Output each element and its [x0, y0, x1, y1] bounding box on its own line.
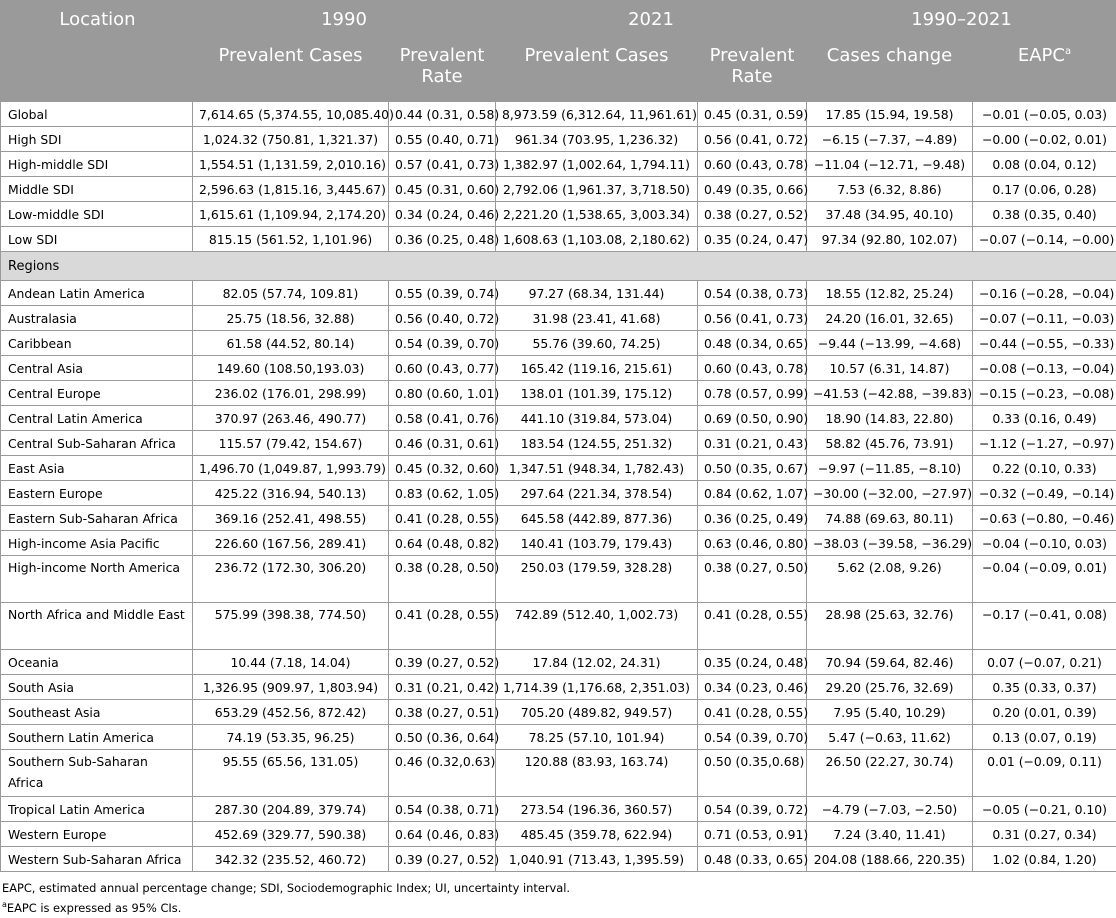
- cases-2021-cell: 273.54 (196.36, 360.57): [496, 797, 698, 822]
- cases-change-cell: 17.85 (15.94, 19.58): [807, 102, 973, 127]
- cases-1990-cell: 74.19 (53.35, 96.25): [193, 725, 389, 750]
- cases-2021-header: Prevalent Cases: [496, 38, 698, 102]
- cases-2021-cell: 1,382.97 (1,002.64, 1,794.11): [496, 152, 698, 177]
- eapc-cell: 1.02 (0.84, 1.20): [973, 847, 1116, 872]
- cases-2021-cell: 138.01 (101.39, 175.12): [496, 381, 698, 406]
- cases-1990-cell: 61.58 (44.52, 80.14): [193, 331, 389, 356]
- table-row: [1, 177, 1116, 202]
- eapc-cell: −0.05 (−0.21, 0.10): [973, 797, 1116, 822]
- location-cell: Eastern Sub-Saharan Africa: [1, 506, 193, 531]
- location-cell: Western Sub-Saharan Africa: [1, 847, 193, 872]
- footnote-eapc: [2, 898, 1114, 918]
- cases-1990-cell: 1,326.95 (909.97, 1,803.94): [193, 675, 389, 700]
- rate-1990-cell: 0.31 (0.21, 0.42): [389, 675, 496, 700]
- cases-change-cell: 70.94 (59.64, 82.46): [807, 650, 973, 675]
- table-row: [1, 556, 1116, 603]
- cases-change-cell: −30.00 (−32.00, −27.97): [807, 481, 973, 506]
- table-row: [1, 822, 1116, 847]
- table-row: [1, 127, 1116, 152]
- location-cell: High SDI: [1, 127, 193, 152]
- rate-1990-cell: 0.54 (0.38, 0.71): [389, 797, 496, 822]
- cases-change-cell: 97.34 (92.80, 102.07): [807, 227, 973, 252]
- table-header: [1, 1, 1116, 102]
- eapc-cell: 0.35 (0.33, 0.37): [973, 675, 1116, 700]
- eapc-cell: −0.00 (−0.02, 0.01): [973, 127, 1116, 152]
- rate-2021-cell: 0.63 (0.46, 0.80): [698, 531, 807, 556]
- location-cell: High-income North America: [1, 556, 193, 603]
- eapc-cell: 0.08 (0.04, 0.12): [973, 152, 1116, 177]
- rate-1990-cell: 0.45 (0.31, 0.60): [389, 177, 496, 202]
- rate-1990-cell: 0.64 (0.48, 0.82): [389, 531, 496, 556]
- cases-1990-cell: 10.44 (7.18, 14.04): [193, 650, 389, 675]
- location-cell: Australasia: [1, 306, 193, 331]
- rate-2021-cell: 0.48 (0.34, 0.65): [698, 331, 807, 356]
- rate-1990-cell: 0.54 (0.39, 0.70): [389, 331, 496, 356]
- location-cell: Southern Latin America: [1, 725, 193, 750]
- cases-1990-cell: 82.05 (57.74, 109.81): [193, 281, 389, 306]
- cases-change-header: Cases change: [807, 38, 973, 102]
- cases-1990-cell: 369.16 (252.41, 498.55): [193, 506, 389, 531]
- eapc-cell: −0.16 (−0.28, −0.04): [973, 281, 1116, 306]
- eapc-cell: 0.13 (0.07, 0.19): [973, 725, 1116, 750]
- location-cell: Middle SDI: [1, 177, 193, 202]
- location-cell: Eastern Europe: [1, 481, 193, 506]
- rate-2021-cell: 0.50 (0.35,0.68): [698, 750, 807, 797]
- rate-2021-cell: 0.35 (0.24, 0.47): [698, 227, 807, 252]
- rate-1990-cell: 0.38 (0.27, 0.51): [389, 700, 496, 725]
- cases-1990-cell: 1,024.32 (750.81, 1,321.37): [193, 127, 389, 152]
- cases-1990-header: Prevalent Cases: [193, 38, 389, 102]
- cases-2021-cell: 441.10 (319.84, 573.04): [496, 406, 698, 431]
- location-cell: Central Sub-Saharan Africa: [1, 431, 193, 456]
- cases-2021-cell: 31.98 (23.41, 41.68): [496, 306, 698, 331]
- table-row: [1, 797, 1116, 822]
- cases-2021-cell: 183.54 (124.55, 251.32): [496, 431, 698, 456]
- cases-change-cell: 7.53 (6.32, 8.86): [807, 177, 973, 202]
- rate-1990-cell: 0.58 (0.41, 0.76): [389, 406, 496, 431]
- table-row: [1, 281, 1116, 306]
- rate-1990-cell: 0.50 (0.36, 0.64): [389, 725, 496, 750]
- table-row: [1, 750, 1116, 797]
- cases-change-cell: −38.03 (−39.58, −36.29): [807, 531, 973, 556]
- cases-change-cell: 204.08 (188.66, 220.35): [807, 847, 973, 872]
- cases-1990-cell: 452.69 (329.77, 590.38): [193, 822, 389, 847]
- eapc-cell: 0.33 (0.16, 0.49): [973, 406, 1116, 431]
- cases-change-cell: 5.62 (2.08, 9.26): [807, 556, 973, 603]
- location-cell: East Asia: [1, 456, 193, 481]
- location-cell: Caribbean: [1, 331, 193, 356]
- eapc-cell: −0.07 (−0.14, −0.00): [973, 227, 1116, 252]
- rate-2021-cell: 0.38 (0.27, 0.50): [698, 556, 807, 603]
- rate-1990-cell: 0.45 (0.32, 0.60): [389, 456, 496, 481]
- cases-change-cell: 74.88 (69.63, 80.11): [807, 506, 973, 531]
- table-row: [1, 331, 1116, 356]
- location-cell: Southern Sub-Saharan Africa: [1, 750, 193, 797]
- table-row: [1, 847, 1116, 872]
- rate-2021-cell: 0.38 (0.27, 0.52): [698, 202, 807, 227]
- cases-1990-cell: 425.22 (316.94, 540.13): [193, 481, 389, 506]
- cases-2021-cell: 2,792.06 (1,961.37, 3,718.50): [496, 177, 698, 202]
- cases-1990-cell: 1,554.51 (1,131.59, 2,010.16): [193, 152, 389, 177]
- rate-1990-cell: 0.41 (0.28, 0.55): [389, 603, 496, 650]
- rate-2021-cell: 0.45 (0.31, 0.59): [698, 102, 807, 127]
- eapc-cell: −0.08 (−0.13, −0.04): [973, 356, 1116, 381]
- cases-2021-cell: 2,221.20 (1,538.65, 3,003.34): [496, 202, 698, 227]
- cases-change-cell: −9.44 (−13.99, −4.68): [807, 331, 973, 356]
- cases-1990-cell: 370.97 (263.46, 490.77): [193, 406, 389, 431]
- rate-2021-cell: 0.31 (0.21, 0.43): [698, 431, 807, 456]
- cases-change-cell: 28.98 (25.63, 32.76): [807, 603, 973, 650]
- rate-1990-cell: 0.44 (0.31, 0.58): [389, 102, 496, 127]
- rate-2021-cell: 0.34 (0.23, 0.46): [698, 675, 807, 700]
- rate-2021-cell: 0.56 (0.41, 0.72): [698, 127, 807, 152]
- rate-1990-cell: 0.64 (0.46, 0.83): [389, 822, 496, 847]
- location-cell: South Asia: [1, 675, 193, 700]
- cases-change-cell: 10.57 (6.31, 14.87): [807, 356, 973, 381]
- cases-2021-cell: 140.41 (103.79, 179.43): [496, 531, 698, 556]
- cases-2021-cell: 705.20 (489.82, 949.57): [496, 700, 698, 725]
- rate-1990-cell: 0.34 (0.24, 0.46): [389, 202, 496, 227]
- location-header: Location: [1, 1, 193, 102]
- regions-section-row: [1, 252, 1116, 281]
- eapc-cell: −0.44 (−0.55, −0.33): [973, 331, 1116, 356]
- eapc-cell: −0.15 (−0.23, −0.08): [973, 381, 1116, 406]
- cases-2021-cell: 485.45 (359.78, 622.94): [496, 822, 698, 847]
- rate-1990-cell: 0.80 (0.60, 1.01): [389, 381, 496, 406]
- rate-1990-cell: 0.83 (0.62, 1.05): [389, 481, 496, 506]
- year-1990-header: 1990: [193, 1, 496, 38]
- rate-2021-cell: 0.50 (0.35, 0.67): [698, 456, 807, 481]
- cases-1990-cell: 342.32 (235.52, 460.72): [193, 847, 389, 872]
- cases-2021-cell: 1,714.39 (1,176.68, 2,351.03): [496, 675, 698, 700]
- cases-change-cell: 37.48 (34.95, 40.10): [807, 202, 973, 227]
- table-row: [1, 650, 1116, 675]
- cases-1990-cell: 1,615.61 (1,109.94, 2,174.20): [193, 202, 389, 227]
- cases-change-cell: 18.55 (12.82, 25.24): [807, 281, 973, 306]
- cases-2021-cell: 17.84 (12.02, 24.31): [496, 650, 698, 675]
- cases-1990-cell: 287.30 (204.89, 379.74): [193, 797, 389, 822]
- location-cell: Oceania: [1, 650, 193, 675]
- cases-2021-cell: 1,040.91 (713.43, 1,395.59): [496, 847, 698, 872]
- eapc-cell: −0.17 (−0.41, 0.08): [973, 603, 1116, 650]
- cases-1990-cell: 236.72 (172.30, 306.20): [193, 556, 389, 603]
- table-row: [1, 481, 1116, 506]
- location-cell: Andean Latin America: [1, 281, 193, 306]
- rate-2021-cell: 0.78 (0.57, 0.99): [698, 381, 807, 406]
- cases-change-cell: 7.24 (3.40, 11.41): [807, 822, 973, 847]
- rate-2021-cell: 0.56 (0.41, 0.73): [698, 306, 807, 331]
- eapc-footnote-marker: a: [1065, 46, 1071, 57]
- table-row: [1, 531, 1116, 556]
- eapc-cell: 0.07 (−0.07, 0.21): [973, 650, 1116, 675]
- cases-2021-cell: 742.89 (512.40, 1,002.73): [496, 603, 698, 650]
- cases-1990-cell: 95.55 (65.56, 131.05): [193, 750, 389, 797]
- location-cell: Tropical Latin America: [1, 797, 193, 822]
- location-cell: Western Europe: [1, 822, 193, 847]
- eapc-cell: −0.32 (−0.49, −0.14): [973, 481, 1116, 506]
- rate-1990-cell: 0.46 (0.32,0.63): [389, 750, 496, 797]
- rate-1990-cell: 0.39 (0.27, 0.52): [389, 847, 496, 872]
- table-row: [1, 725, 1116, 750]
- cases-2021-cell: 78.25 (57.10, 101.94): [496, 725, 698, 750]
- eapc-cell: −0.04 (−0.09, 0.01): [973, 556, 1116, 603]
- cases-change-cell: 58.82 (45.76, 73.91): [807, 431, 973, 456]
- rate-2021-cell: 0.60 (0.43, 0.78): [698, 152, 807, 177]
- rate-2021-cell: 0.54 (0.39, 0.70): [698, 725, 807, 750]
- eapc-cell: −0.63 (−0.80, −0.46): [973, 506, 1116, 531]
- location-cell: High-middle SDI: [1, 152, 193, 177]
- cases-1990-cell: 25.75 (18.56, 32.88): [193, 306, 389, 331]
- rate-2021-cell: 0.35 (0.24, 0.48): [698, 650, 807, 675]
- table-row: [1, 406, 1116, 431]
- location-cell: High-income Asia Pacific: [1, 531, 193, 556]
- footnote-eapc-text: EAPC is expressed as 95% CIs.: [7, 901, 181, 915]
- rate-1990-cell: 0.39 (0.27, 0.52): [389, 650, 496, 675]
- location-cell: Low SDI: [1, 227, 193, 252]
- cases-2021-cell: 55.76 (39.60, 74.25): [496, 331, 698, 356]
- cases-2021-cell: 1,347.51 (948.34, 1,782.43): [496, 456, 698, 481]
- rate-2021-cell: 0.54 (0.38, 0.73): [698, 281, 807, 306]
- eapc-cell: 0.38 (0.35, 0.40): [973, 202, 1116, 227]
- rate-2021-cell: 0.41 (0.28, 0.55): [698, 700, 807, 725]
- eapc-cell: 0.20 (0.01, 0.39): [973, 700, 1116, 725]
- cases-change-cell: 7.95 (5.40, 10.29): [807, 700, 973, 725]
- cases-change-cell: −4.79 (−7.03, −2.50): [807, 797, 973, 822]
- regions-section-label: Regions: [1, 252, 1116, 281]
- cases-change-cell: −41.53 (−42.88, −39.83): [807, 381, 973, 406]
- eapc-cell: 0.31 (0.27, 0.34): [973, 822, 1116, 847]
- rate-2021-cell: 0.54 (0.39, 0.72): [698, 797, 807, 822]
- rate-2021-cell: 0.49 (0.35, 0.66): [698, 177, 807, 202]
- table-row: [1, 356, 1116, 381]
- rate-1990-cell: 0.55 (0.40, 0.71): [389, 127, 496, 152]
- eapc-header-label: EAPC: [1018, 45, 1065, 66]
- eapc-cell: −0.04 (−0.10, 0.03): [973, 531, 1116, 556]
- cases-change-cell: 5.47 (−0.63, 11.62): [807, 725, 973, 750]
- cases-change-cell: 18.90 (14.83, 22.80): [807, 406, 973, 431]
- eapc-cell: 0.01 (−0.09, 0.11): [973, 750, 1116, 797]
- table-row: [1, 152, 1116, 177]
- cases-change-cell: −11.04 (−12.71, −9.48): [807, 152, 973, 177]
- cases-1990-cell: 7,614.65 (5,374.55, 10,085.40): [193, 102, 389, 127]
- rate-2021-cell: 0.84 (0.62, 1.07): [698, 481, 807, 506]
- cases-change-cell: −6.15 (−7.37, −4.89): [807, 127, 973, 152]
- cases-2021-cell: 120.88 (83.93, 163.74): [496, 750, 698, 797]
- table-row: [1, 603, 1116, 650]
- cases-2021-cell: 165.42 (119.16, 215.61): [496, 356, 698, 381]
- table-row: [1, 227, 1116, 252]
- rate-1990-cell: 0.56 (0.40, 0.72): [389, 306, 496, 331]
- table-row: [1, 506, 1116, 531]
- cases-change-cell: −9.97 (−11.85, −8.10): [807, 456, 973, 481]
- rate-1990-cell: 0.46 (0.31, 0.61): [389, 431, 496, 456]
- eapc-cell: −1.12 (−1.27, −0.97): [973, 431, 1116, 456]
- cases-1990-cell: 115.57 (79.42, 154.67): [193, 431, 389, 456]
- rate-2021-cell: 0.69 (0.50, 0.90): [698, 406, 807, 431]
- cases-change-cell: 24.20 (16.01, 32.65): [807, 306, 973, 331]
- rate-2021-cell: 0.60 (0.43, 0.78): [698, 356, 807, 381]
- rate-1990-cell: 0.57 (0.41, 0.73): [389, 152, 496, 177]
- cases-1990-cell: 653.29 (452.56, 872.42): [193, 700, 389, 725]
- location-cell: Central Asia: [1, 356, 193, 381]
- cases-1990-cell: 815.15 (561.52, 1,101.96): [193, 227, 389, 252]
- rate-2021-cell: 0.41 (0.28, 0.55): [698, 603, 807, 650]
- table-row: [1, 381, 1116, 406]
- cases-1990-cell: 226.60 (167.56, 289.41): [193, 531, 389, 556]
- rate-2021-cell: 0.71 (0.53, 0.91): [698, 822, 807, 847]
- cases-1990-cell: 236.02 (176.01, 298.99): [193, 381, 389, 406]
- eapc-cell: −0.07 (−0.11, −0.03): [973, 306, 1116, 331]
- cases-2021-cell: 97.27 (68.34, 131.44): [496, 281, 698, 306]
- rate-1990-cell: 0.60 (0.43, 0.77): [389, 356, 496, 381]
- cases-change-cell: 26.50 (22.27, 30.74): [807, 750, 973, 797]
- eapc-cell: −0.01 (−0.05, 0.03): [973, 102, 1116, 127]
- period-header: 1990–2021: [807, 1, 1116, 38]
- rate-1990-cell: 0.38 (0.28, 0.50): [389, 556, 496, 603]
- table-body: [1, 102, 1116, 872]
- eapc-cell: 0.17 (0.06, 0.28): [973, 177, 1116, 202]
- location-cell: Global: [1, 102, 193, 127]
- cases-1990-cell: 1,496.70 (1,049.87, 1,993.79): [193, 456, 389, 481]
- table-row: [1, 306, 1116, 331]
- table-row: [1, 700, 1116, 725]
- table-row: [1, 202, 1116, 227]
- location-cell: North Africa and Middle East: [1, 603, 193, 650]
- rate-1990-header: Prevalent Rate: [389, 38, 496, 102]
- cases-1990-cell: 575.99 (398.38, 774.50): [193, 603, 389, 650]
- rate-1990-cell: 0.36 (0.25, 0.48): [389, 227, 496, 252]
- location-cell: Central Europe: [1, 381, 193, 406]
- rate-2021-cell: 0.48 (0.33, 0.65): [698, 847, 807, 872]
- cases-2021-cell: 961.34 (703.95, 1,236.32): [496, 127, 698, 152]
- location-cell: Central Latin America: [1, 406, 193, 431]
- cases-2021-cell: 297.64 (221.34, 378.54): [496, 481, 698, 506]
- table-row: [1, 431, 1116, 456]
- cases-2021-cell: 1,608.63 (1,103.08, 2,180.62): [496, 227, 698, 252]
- footnote-abbreviations: EAPC, estimated annual percentage change; SDI, Sociodemographic Index; UI, uncertainty interval.: [2, 878, 1114, 898]
- eapc-cell: 0.22 (0.10, 0.33): [973, 456, 1116, 481]
- eapc-header: [973, 38, 1116, 102]
- rate-1990-cell: 0.55 (0.39, 0.74): [389, 281, 496, 306]
- footnote-eapc-marker: a: [2, 900, 7, 909]
- year-2021-header: 2021: [496, 1, 807, 38]
- cases-1990-cell: 149.60 (108.50,193.03): [193, 356, 389, 381]
- cases-change-cell: 29.20 (25.76, 32.69): [807, 675, 973, 700]
- location-cell: Southeast Asia: [1, 700, 193, 725]
- cases-2021-cell: 250.03 (179.59, 328.28): [496, 556, 698, 603]
- cases-2021-cell: 8,973.59 (6,312.64, 11,961.61): [496, 102, 698, 127]
- table-row: [1, 456, 1116, 481]
- rate-2021-header: Prevalent Rate: [698, 38, 807, 102]
- location-cell: Low-middle SDI: [1, 202, 193, 227]
- cases-2021-cell: 645.58 (442.89, 877.36): [496, 506, 698, 531]
- rate-2021-cell: 0.36 (0.25, 0.49): [698, 506, 807, 531]
- cases-1990-cell: 2,596.63 (1,815.16, 3,445.67): [193, 177, 389, 202]
- rate-1990-cell: 0.41 (0.28, 0.55): [389, 506, 496, 531]
- table-row: [1, 102, 1116, 127]
- table-footnotes: [0, 872, 1116, 918]
- table-row: [1, 675, 1116, 700]
